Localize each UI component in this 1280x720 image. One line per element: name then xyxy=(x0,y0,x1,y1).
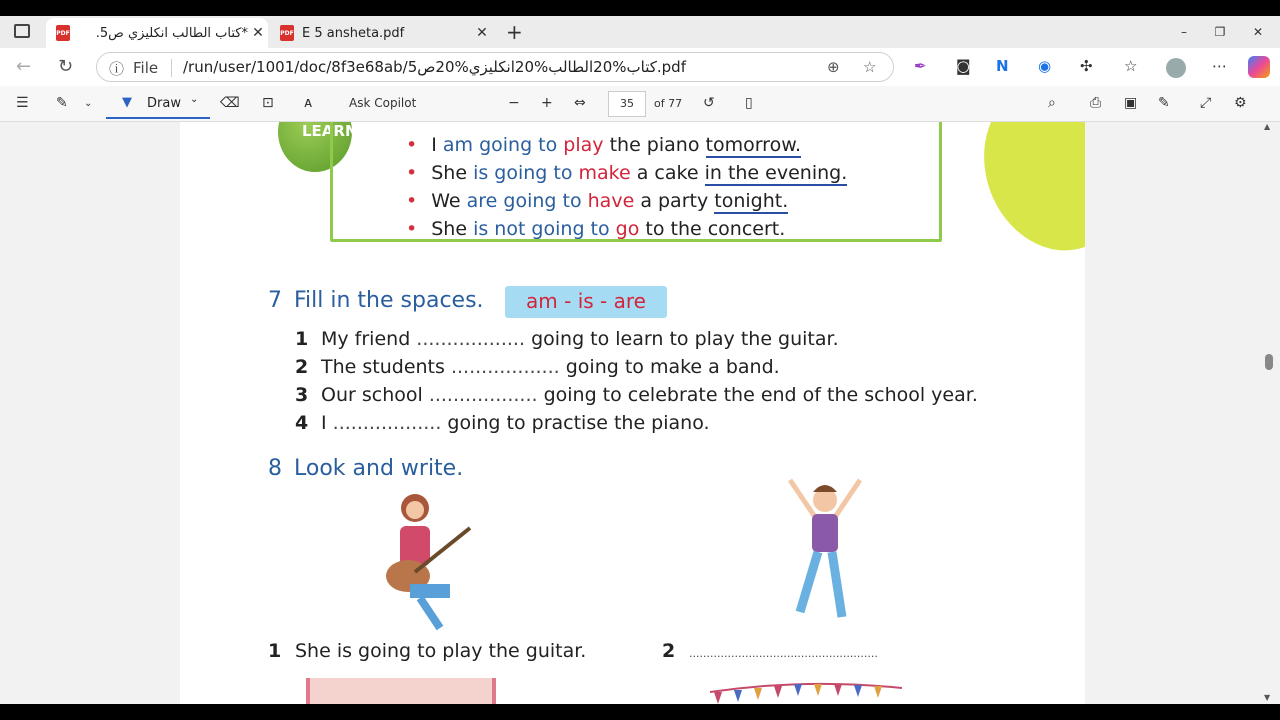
vertical-scrollbar[interactable] xyxy=(1262,122,1276,704)
chevron-down-icon: ⌄ xyxy=(190,94,199,105)
hint-badge: am - is - are xyxy=(505,286,667,318)
new-tab-button[interactable]: + xyxy=(506,20,523,44)
tab-title: *كتاب الطالب انكليزي ص5. xyxy=(95,25,248,41)
extension-feather-icon[interactable]: ✒ xyxy=(914,57,927,75)
tab-title: E 5 ansheta.pdf xyxy=(302,25,405,41)
scroll-down-icon[interactable]: ▼ xyxy=(1264,693,1271,702)
learn-sentence: • She is going to make a cake in the evening. xyxy=(406,162,848,184)
close-tab-icon[interactable]: ✕ xyxy=(476,25,488,41)
pdf-file-icon: PDF xyxy=(280,25,294,41)
girl-guitar-illustration xyxy=(370,488,480,633)
tab-strip xyxy=(0,16,1280,48)
scrollbar-thumb[interactable] xyxy=(1265,354,1273,370)
divider xyxy=(171,59,172,77)
pdf-viewer[interactable] xyxy=(0,122,1280,704)
back-icon[interactable]: ← xyxy=(16,56,32,77)
draw-label: Draw xyxy=(147,96,181,111)
exercise-7-item: 1 My friend .................. going to learn to play the guitar. xyxy=(295,328,839,350)
boy-dancing-illustration xyxy=(780,472,870,627)
settings-gear-icon[interactable]: ⚙ xyxy=(1234,95,1247,111)
save-icon[interactable]: ▣ xyxy=(1124,95,1138,111)
tab-ansheta-pdf[interactable] xyxy=(270,18,492,48)
exercise-7-heading: 7 Fill in the spaces. xyxy=(268,288,484,313)
contents-list-icon[interactable]: ☰ xyxy=(16,95,29,111)
browser-window xyxy=(0,16,1280,704)
page-total: of 77 xyxy=(654,97,683,110)
fullscreen-icon[interactable]: ⤢ xyxy=(1200,95,1212,111)
url-text[interactable]: /run/user/1001/doc/8f3e68ab/5كتاب%20الطالب%20انكليزي%20ص.pdf xyxy=(183,58,686,76)
address-bar[interactable] xyxy=(96,52,894,82)
page-number-input[interactable]: 35 xyxy=(608,91,646,117)
save-as-icon[interactable]: ✎ xyxy=(1158,95,1170,111)
close-tab-icon[interactable]: ✕ xyxy=(252,25,264,41)
extension-n-icon[interactable]: N xyxy=(996,57,1009,75)
page-view-icon[interactable]: ▯ xyxy=(745,95,753,111)
highlight-icon[interactable]: ✎ xyxy=(56,95,68,111)
yellow-leaf-decoration xyxy=(961,122,1085,271)
zoom-in-icon[interactable]: + xyxy=(541,95,553,111)
tab-book-pdf[interactable] xyxy=(46,18,268,48)
text-box-icon[interactable]: ⊡ xyxy=(262,95,274,111)
chevron-down-icon[interactable]: ⌄ xyxy=(84,98,93,109)
address-bar-row xyxy=(0,48,1280,86)
extension-camera-icon[interactable]: ◙ xyxy=(956,57,971,75)
read-aloud-icon[interactable]: ᴀ xyxy=(304,95,313,111)
copilot-icon[interactable] xyxy=(1248,56,1270,78)
favorites-icon[interactable]: ☆ xyxy=(1124,57,1138,75)
learn-sentence: • She is not going to go to the concert. xyxy=(406,218,786,240)
fit-page-icon[interactable]: ⇔ xyxy=(574,95,586,111)
extensions-puzzle-icon[interactable]: ✣ xyxy=(1080,57,1093,75)
pdf-page xyxy=(180,122,1085,704)
exercise-7-item: 3 Our school .................. going to celebrate the end of the school year. xyxy=(295,384,978,406)
zoom-out-icon[interactable]: − xyxy=(508,95,520,111)
restore-button[interactable]: ❐ xyxy=(1214,25,1226,39)
zoom-icon[interactable]: ⊕ xyxy=(827,58,840,76)
bunting-decoration xyxy=(710,678,902,704)
more-menu-icon[interactable]: ⋯ xyxy=(1212,57,1227,75)
learn-sentence: • I am going to play the piano tomorrow. xyxy=(406,134,802,156)
close-window-button[interactable]: ✕ xyxy=(1252,25,1264,39)
scroll-up-icon[interactable]: ▲ xyxy=(1264,122,1271,131)
draw-button[interactable] xyxy=(106,89,210,119)
exercise-8-item: 2 ...................................................... xyxy=(662,640,878,662)
print-icon[interactable]: ⎙ xyxy=(1090,95,1102,111)
family-picture-partial xyxy=(306,678,496,704)
learn-sentence: • We are going to have a party tonight. xyxy=(406,190,789,212)
ask-copilot-button[interactable]: Ask Copilot xyxy=(349,96,417,110)
profile-avatar[interactable] xyxy=(1166,58,1186,78)
minimize-button[interactable]: – xyxy=(1181,25,1187,39)
eraser-icon[interactable]: ⌫ xyxy=(220,95,240,111)
extension-record-icon[interactable]: ◉ xyxy=(1038,57,1052,75)
pen-icon: ▼ xyxy=(122,95,132,110)
search-icon[interactable]: ⌕ xyxy=(1048,95,1056,111)
pdf-file-icon: PDF xyxy=(56,25,70,41)
tab-actions-icon[interactable] xyxy=(14,24,30,38)
exercise-7-item: 2 The students .................. going to make a band. xyxy=(295,356,780,378)
scheme-label: File xyxy=(133,59,159,77)
favorite-star-icon[interactable]: ☆ xyxy=(863,58,877,76)
pdf-toolbar xyxy=(0,86,1280,122)
rotate-icon[interactable]: ↺ xyxy=(703,95,715,111)
exercise-8-heading: 8 Look and write. xyxy=(268,456,464,481)
refresh-icon[interactable]: ↻ xyxy=(58,56,74,77)
exercise-7-item: 4 I .................. going to practise the piano. xyxy=(295,412,710,434)
info-icon[interactable]: ⓘ xyxy=(109,60,125,78)
learn-label: LEARN xyxy=(302,122,358,140)
exercise-8-item: 1 She is going to play the guitar. xyxy=(268,640,587,662)
